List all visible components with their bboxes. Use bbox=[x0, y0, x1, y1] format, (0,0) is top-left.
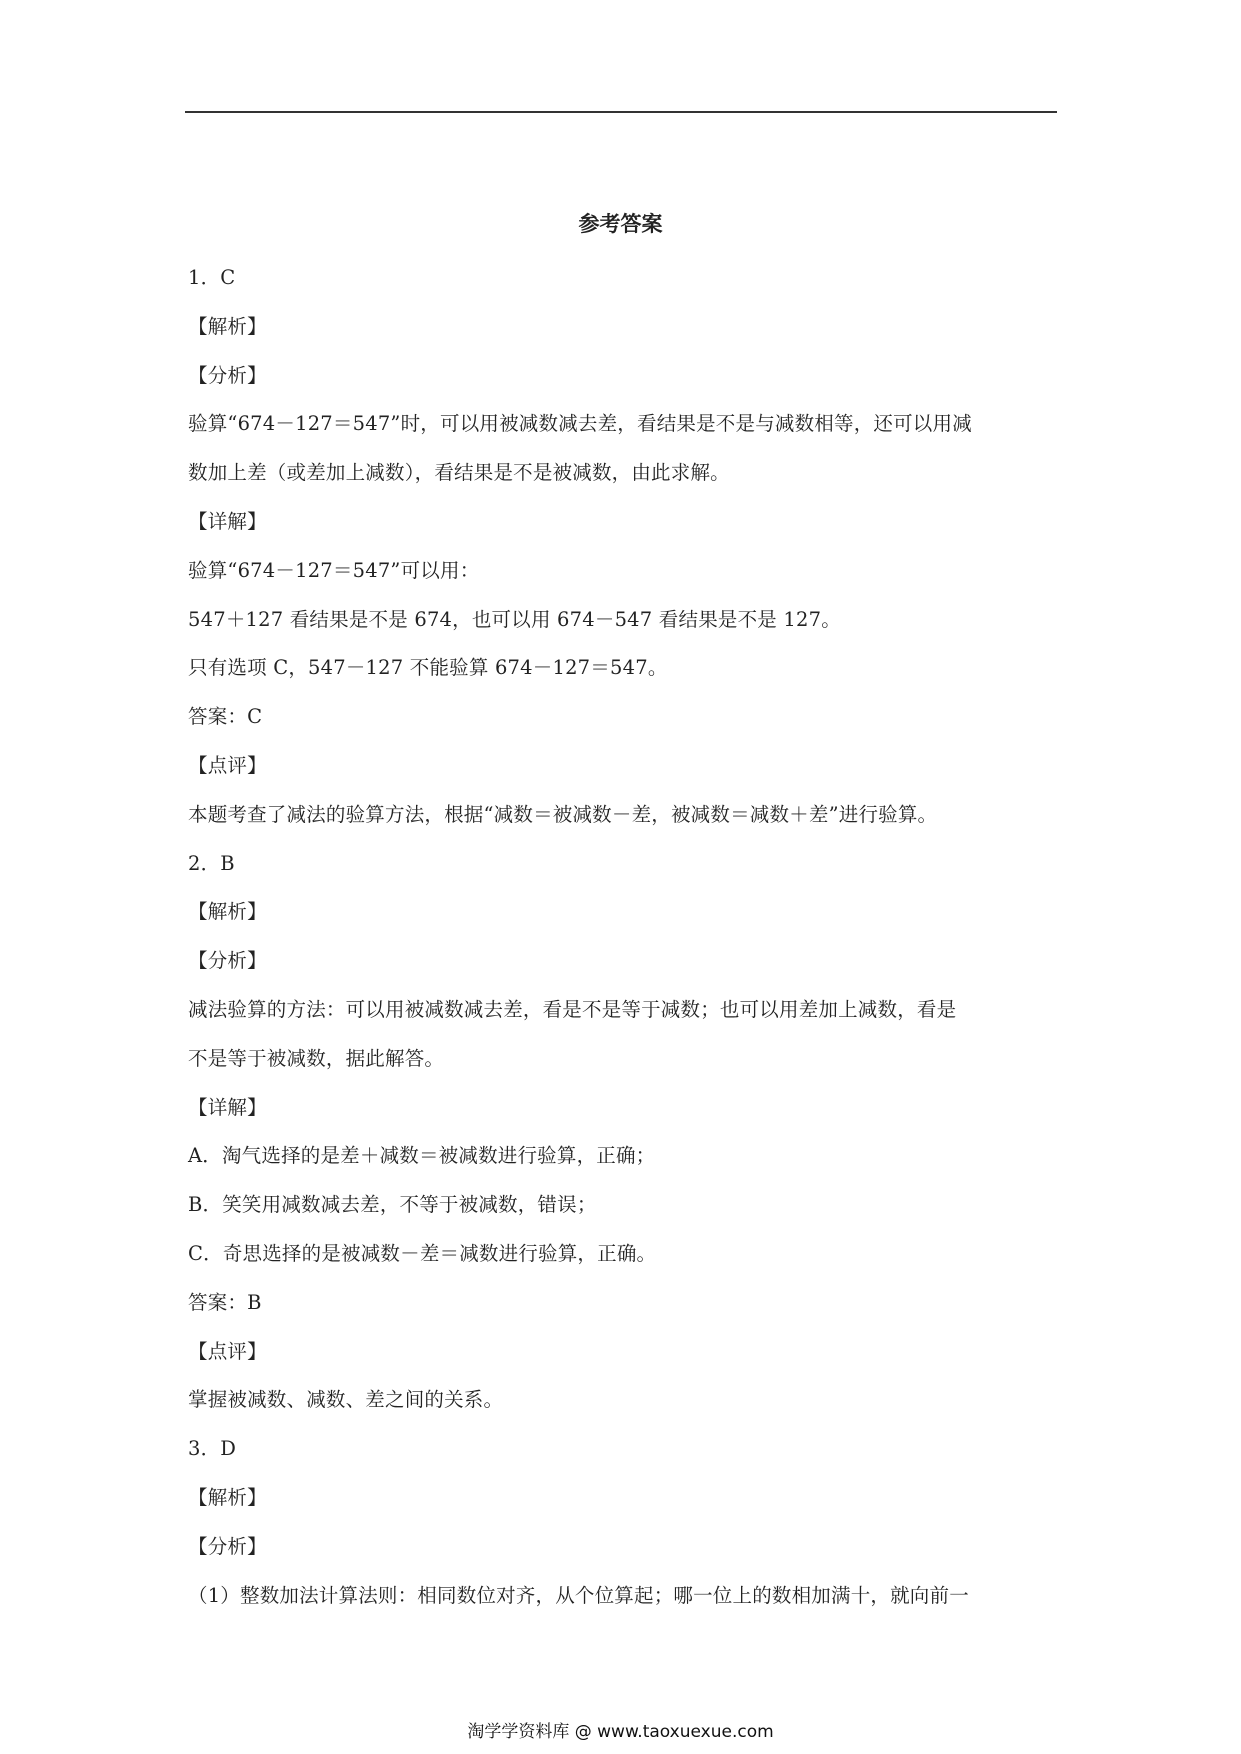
text-line: 【点评】 bbox=[188, 1339, 267, 1363]
text-line: 【解析】 bbox=[188, 314, 267, 338]
text-line: 验算“674－127＝547”时，可以用被减数减去差，看结果是不是与减数相等，还可以用减 bbox=[188, 412, 972, 436]
text-line: 验算“674－127＝547”可以用： bbox=[188, 558, 480, 582]
text-line: 【详解】 bbox=[188, 1095, 267, 1119]
text-line: 【分析】 bbox=[188, 949, 267, 973]
text-line: 【分析】 bbox=[188, 363, 267, 387]
text-line: 掌握被减数、减数、差之间的关系。 bbox=[188, 1388, 504, 1412]
text-line: 减法验算的方法：可以用被减数减去差，看是不是等于减数；也可以用差加上减数，看是 bbox=[188, 997, 957, 1021]
text-line: 【详解】 bbox=[188, 509, 267, 533]
text-line: 【点评】 bbox=[188, 753, 267, 777]
text-line: 2．B bbox=[188, 851, 235, 875]
text-line: 【解析】 bbox=[188, 1485, 267, 1509]
text-line: 本题考查了减法的验算方法，根据“减数＝被减数－差，被减数＝减数＋差”进行验算。 bbox=[188, 802, 938, 826]
header-rule bbox=[185, 111, 1057, 113]
text-line: A．淘气选择的是差＋减数＝被减数进行验算，正确； bbox=[188, 1144, 656, 1168]
text-line: 数加上差（或差加上减数），看结果是不是被减数，由此求解。 bbox=[188, 461, 730, 485]
answer-content bbox=[188, 254, 1060, 1620]
page-title: 参考答案 bbox=[578, 212, 663, 236]
text-line: 不是等于被减数，据此解答。 bbox=[188, 1046, 445, 1070]
footer-watermark: 淘学学资料库 @ www.taoxuexue.com bbox=[467, 1722, 774, 1742]
text-line: 答案：B bbox=[188, 1290, 262, 1314]
text-line: 547＋127 看结果是不是 674，也可以用 674－547 看结果是不是 127。 bbox=[188, 607, 841, 631]
text-line: 1．C bbox=[188, 266, 236, 289]
text-line: 答案：C bbox=[188, 705, 263, 729]
text-line: B．笑笑用减数减去差，不等于被减数，错误； bbox=[188, 1193, 597, 1217]
text-line: 只有选项 C，547－127 不能验算 674－127＝547。 bbox=[188, 656, 668, 680]
text-line: 【解析】 bbox=[188, 900, 267, 924]
text-line: （1）整数加法计算法则：相同数位对齐，从个位算起；哪一位上的数相加满十，就向前一 bbox=[188, 1583, 969, 1607]
text-line: 3．D bbox=[188, 1437, 237, 1461]
text-line: 【分析】 bbox=[188, 1534, 267, 1558]
text-line: C．奇思选择的是被减数－差＝减数进行验算，正确。 bbox=[188, 1241, 657, 1265]
